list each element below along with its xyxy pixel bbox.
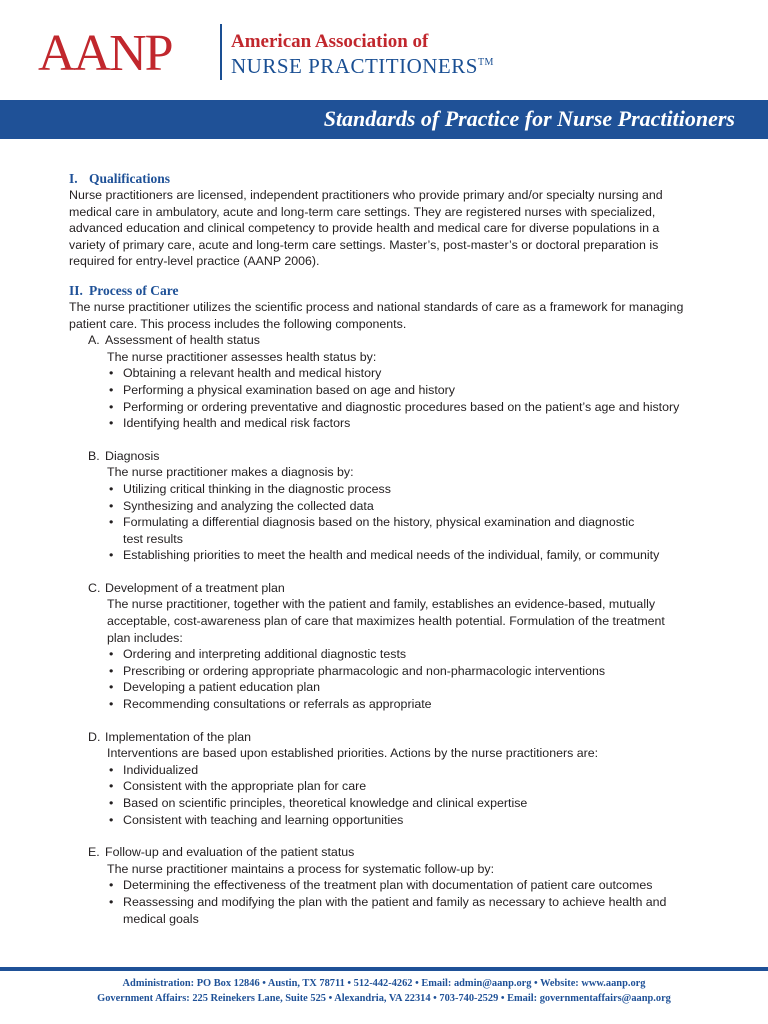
subsection-heading — [88, 729, 709, 746]
section-title: Process of Care — [89, 282, 179, 298]
list-item: • Individualized — [109, 762, 199, 777]
subsection-title: Implementation of the plan — [105, 729, 252, 744]
list-item: • Establishing priorities to meet the health and medical needs of the individual, family, or community — [109, 548, 660, 563]
list-item: • Formulating a differential diagnosis based on the history, physical examination and diagnostic — [109, 515, 635, 530]
subsection-intro: The nurse practitioner maintains a process for systematic follow-up by: — [107, 861, 495, 876]
subsection-intro: plan includes: — [107, 630, 183, 645]
footer-administration: Administration: PO Box 12846 • Austin, TX 78711 • 512-442-4262 • Email: admin@aanp.org • Website: www.aanp.org — [122, 978, 646, 989]
subsection-diagnosis — [88, 448, 709, 564]
subsection-letter: B. — [88, 448, 100, 463]
document-body — [69, 170, 709, 927]
bullet-list — [107, 877, 709, 927]
text-line: advanced education and clinical competency to provide health and medical care for diverse populations in a — [69, 221, 660, 236]
list-item: • Performing or ordering preventative and diagnostic procedures based on the patient’s age and history — [109, 399, 680, 414]
list-item: • Performing a physical examination based on age and history — [109, 382, 455, 397]
subsection-heading — [88, 332, 709, 349]
list-item: • Ordering and interpreting additional diagnostic tests — [109, 647, 407, 662]
subsection-intro: The nurse practitioner, together with the patient and family, establishes an evidence-based, mutually — [107, 597, 656, 612]
section-title: Qualifications — [89, 171, 171, 186]
subsection-heading — [88, 448, 709, 465]
bullet-list — [107, 365, 709, 431]
footer-government-affairs: Government Affairs: 225 Reinekers Lane, Suite 525 • Alexandria, VA 22314 • 703-740-2529 • Email: governmentaffairs@aanp.org — [97, 993, 671, 1004]
list-item: • Determining the effectiveness of the treatment plan with documentation of patient care outcomes — [109, 878, 653, 893]
list-item: • Identifying health and medical risk factors — [109, 416, 351, 431]
section-number: I. — [69, 171, 78, 186]
subsection-intro: Interventions are based upon established priorities. Actions by the nurse practitioners are: — [107, 746, 599, 761]
bullet-list — [107, 762, 709, 828]
list-item: • Recommending consultations or referrals as appropriate — [109, 697, 432, 712]
list-item: • Obtaining a relevant health and medical history — [109, 366, 382, 381]
text-line: medical care in ambulatory, acute and long-term care settings. They are registered nurses with specialized, — [69, 204, 656, 219]
logo-divider — [220, 24, 222, 80]
org-name-line1: American Association of — [231, 31, 429, 52]
list-item: • Prescribing or ordering appropriate pharmacologic and non-pharmacologic interventions — [109, 663, 606, 678]
subsection-follow-up — [88, 844, 709, 927]
list-item: • Consistent with the appropriate plan for care — [109, 779, 367, 794]
text-line: required for entry-level practice (AANP 2006). — [69, 254, 320, 269]
subsection-letter: E. — [88, 845, 100, 860]
subsection-assessment — [88, 332, 709, 432]
list-item: • Consistent with teaching and learning opportunities — [109, 812, 404, 827]
text-line: The nurse practitioner utilizes the scientific process and national standards of care as a framework for managing — [69, 299, 684, 314]
page-title: Standards of Practice for Nurse Practitioners — [323, 106, 735, 131]
section-heading-process-of-care — [69, 282, 709, 299]
section-number: II. — [69, 282, 83, 298]
section-heading-qualifications — [69, 170, 709, 187]
list-item-continuation: medical goals — [123, 911, 199, 926]
subsection-letter: C. — [88, 580, 101, 595]
org-name-text: NURSE PRACTITIONERS — [231, 54, 478, 78]
text-line: variety of primary care, acute and long-term care settings. Master’s, post-master’s or doctoral preparation is — [69, 237, 659, 252]
process-paragraph — [69, 299, 709, 332]
bullet-list — [107, 481, 709, 564]
subsection-heading — [88, 580, 709, 597]
subsection-intro: acceptable, cost-awareness plan of care that maximizes health potential. Formulation of the treatment — [107, 614, 665, 629]
page-footer — [0, 976, 768, 1006]
subsection-title: Development of a treatment plan — [105, 580, 285, 595]
footer-rule — [0, 967, 768, 971]
trademark-mark: TM — [477, 57, 494, 68]
subsection-implementation — [88, 729, 709, 829]
bullet-list — [107, 646, 709, 712]
subsection-heading — [88, 844, 709, 861]
subsection-treatment-plan — [88, 580, 709, 713]
subsection-letter: D. — [88, 729, 101, 744]
aanp-logo: AANP — [38, 25, 172, 82]
subsection-title: Diagnosis — [105, 448, 160, 463]
list-item: • Reassessing and modifying the plan with the patient and family as necessary to achieve health and — [109, 894, 667, 909]
text-line: patient care. This process includes the following components. — [69, 316, 407, 331]
text-line: Nurse practitioners are licensed, independent practitioners who provide primary and/or specialty nursing and — [69, 188, 663, 202]
list-item-continuation: test results — [123, 531, 183, 546]
title-banner — [0, 100, 768, 139]
page-header — [0, 0, 768, 100]
subsection-intro: The nurse practitioner makes a diagnosis by: — [107, 465, 354, 480]
list-item: • Developing a patient education plan — [109, 680, 321, 695]
org-name-line2 — [231, 51, 494, 78]
subsection-title: Follow-up and evaluation of the patient status — [105, 845, 355, 860]
list-item: • Utilizing critical thinking in the diagnostic process — [109, 481, 391, 496]
subsection-intro: The nurse practitioner assesses health status by: — [107, 349, 377, 364]
list-item: • Synthesizing and analyzing the collected data — [109, 498, 374, 513]
list-item: • Based on scientific principles, theoretical knowledge and clinical expertise — [109, 796, 528, 810]
qualifications-paragraph — [69, 187, 709, 270]
subsection-letter: A. — [88, 333, 100, 348]
subsection-title: Assessment of health status — [105, 333, 260, 348]
